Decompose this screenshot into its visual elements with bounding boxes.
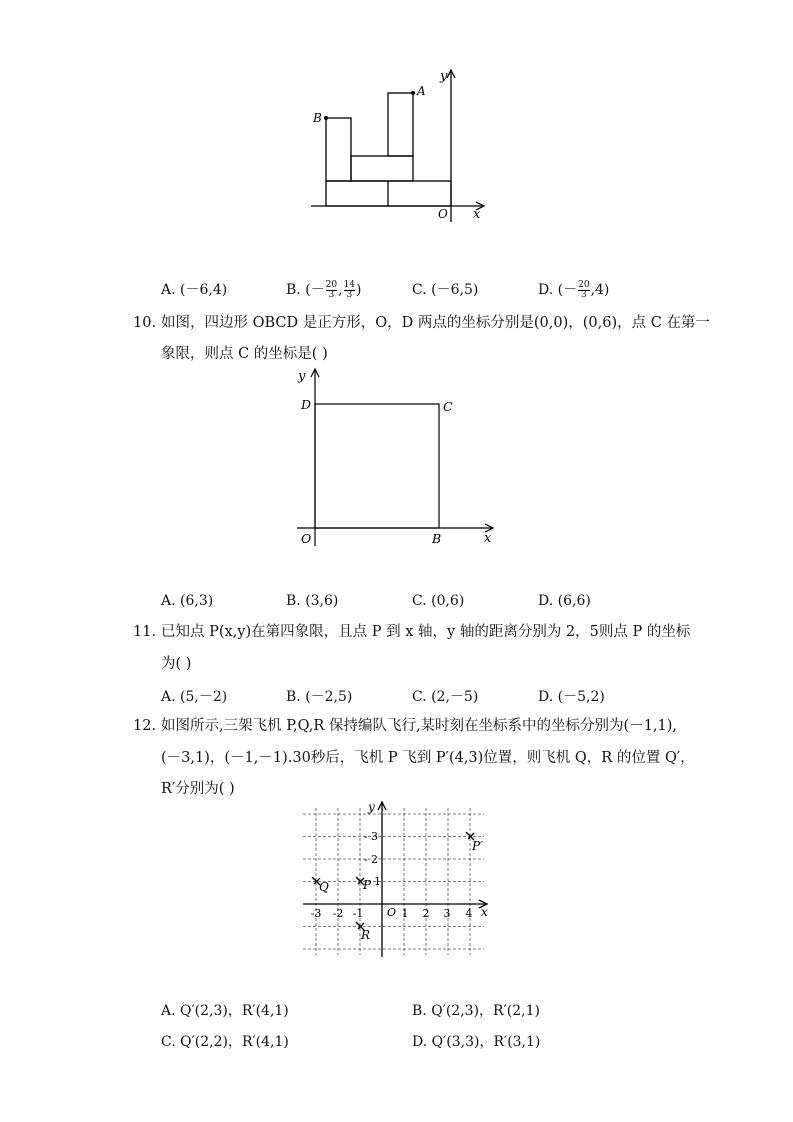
q10-figure [290, 360, 505, 555]
q9-label-o: O [438, 207, 448, 221]
q10-option-a: A. (6,3) [161, 593, 214, 609]
q10-label-d: D [301, 397, 312, 412]
option-separator: , [338, 282, 343, 298]
fraction-numerator: 14 [343, 279, 356, 290]
option-letter: A. [161, 282, 176, 298]
fraction-14-3 [344, 281, 355, 300]
q10-stem-line1: 如图，四边形 OBCD 是正方形，O，D 两点的坐标分别是(0,0)，(0,6)，点 C 在第一 [161, 315, 710, 331]
q12-figure [296, 798, 496, 964]
q10-stem-line2: 象限，则点 C 的坐标是( ) [161, 346, 328, 362]
q9-point-b [324, 116, 328, 120]
q12-xtick: 4 [465, 907, 473, 920]
option-text: (－ [305, 282, 325, 298]
fraction-denominator: 3 [346, 289, 353, 300]
q10-label-y: y [298, 369, 306, 384]
q10-option-c: C. (0,6) [412, 593, 465, 609]
q12-option-c: C. Q′(2,2)，R′(4,1) [161, 1034, 289, 1050]
q12-label-y: y [368, 800, 375, 814]
q9-figure [300, 60, 500, 230]
q9-rect-a [388, 93, 413, 156]
q11-stem-line2: 为( ) [161, 656, 192, 672]
q9-option-c [412, 279, 478, 299]
q12-stem-line3: R′分别为( ) [161, 781, 235, 797]
q12-option-d: D. Q′(3,3)，R′(3,1) [412, 1034, 541, 1050]
q10-option-d: D. (6,6) [538, 593, 591, 609]
q12-stem-line1: 如图所示,三架飞机 P,Q,R 保持编队飞行,某时刻在坐标系中的坐标分别为(－1,1), [161, 718, 678, 734]
fraction-denominator: 3 [580, 289, 587, 300]
q12-option-a: A. Q′(2,3)，R′(4,1) [161, 1003, 289, 1019]
q9-option-d [538, 279, 609, 300]
option-text: ) [356, 282, 362, 298]
q11-option-a: A. (5,－2) [161, 689, 228, 705]
q12-xtick: 3 [443, 907, 451, 920]
plane-p-prime-label: P′ [472, 839, 483, 853]
q12-label-x: x [481, 905, 488, 919]
fraction-denominator: 3 [328, 289, 335, 300]
q10-number: 10. [133, 315, 157, 331]
plane-r-label: R [361, 928, 371, 942]
fraction-numerator: 20 [578, 279, 590, 290]
q9-middle-rect [351, 156, 413, 181]
q9-label-x: x [473, 207, 481, 222]
q12-grid [303, 808, 484, 955]
q12-xtick: -1 [352, 907, 364, 920]
q12-ytick: 2 [371, 853, 378, 866]
q12-xtick: -2 [332, 907, 344, 920]
q10-label-x: x [484, 531, 492, 546]
option-letter: B. [286, 282, 301, 298]
q11-option-d: D. (－5,2) [538, 689, 605, 705]
q12-ytick-dash: - [364, 830, 368, 843]
q9-option-b [286, 279, 362, 300]
q10-label-o: O [301, 531, 312, 546]
q9-label-b: B [313, 111, 322, 125]
q11-option-c: C. (2,－5) [412, 689, 479, 705]
fraction-20-3 [326, 281, 337, 300]
option-text: ,4) [590, 282, 610, 298]
option-letter: C. [412, 282, 427, 298]
q12-ytick: 3 [371, 830, 378, 843]
plane-p-label: P [363, 878, 372, 892]
plane-q-label: Q [319, 880, 329, 894]
option-text: (－6,4) [180, 282, 228, 298]
fraction-numerator: 20 [325, 279, 338, 290]
q9-label-y: y [440, 69, 448, 84]
option-letter: D. [538, 282, 554, 298]
option-text: (－6,5) [431, 282, 479, 298]
q12-ytick: 1 [374, 875, 381, 888]
q11-option-b: B. (－2,5) [286, 689, 353, 705]
q10-label-b: B [432, 531, 442, 546]
q10-label-c: C [443, 399, 453, 414]
q12-number: 12. [133, 718, 157, 734]
q11-stem-line1: 已知点 P(x,y)在第四象限，且点 P 到 x 轴，y 轴的距离分别为 2，5则点 P 的坐标 [161, 624, 691, 640]
q12-stem-line2: (－3,1)，(－1,－1).30秒后，飞机 P 飞到 P′(4,3)位置，则飞机 Q，R 的位置 Q′， [161, 750, 695, 766]
q10-option-b: B. (3,6) [286, 593, 339, 609]
q9-point-a [411, 91, 415, 95]
q12-xtick: 2 [422, 907, 430, 920]
q12-xtick: 1 [401, 907, 409, 920]
q11-number: 11. [133, 624, 157, 640]
q9-option-a [161, 279, 227, 299]
q12-label-o: O [387, 906, 397, 919]
q9-label-a: A [417, 84, 426, 98]
q12-option-b: B. Q′(2,3)，R′(2,1) [412, 1003, 540, 1019]
q9-rect-b [326, 118, 351, 181]
fraction-20-3 [578, 281, 589, 300]
option-text: (－ [557, 282, 578, 298]
q12-xtick: -3 [310, 907, 322, 920]
q12-ytick-dash: - [364, 853, 368, 866]
q10-square [315, 404, 439, 528]
